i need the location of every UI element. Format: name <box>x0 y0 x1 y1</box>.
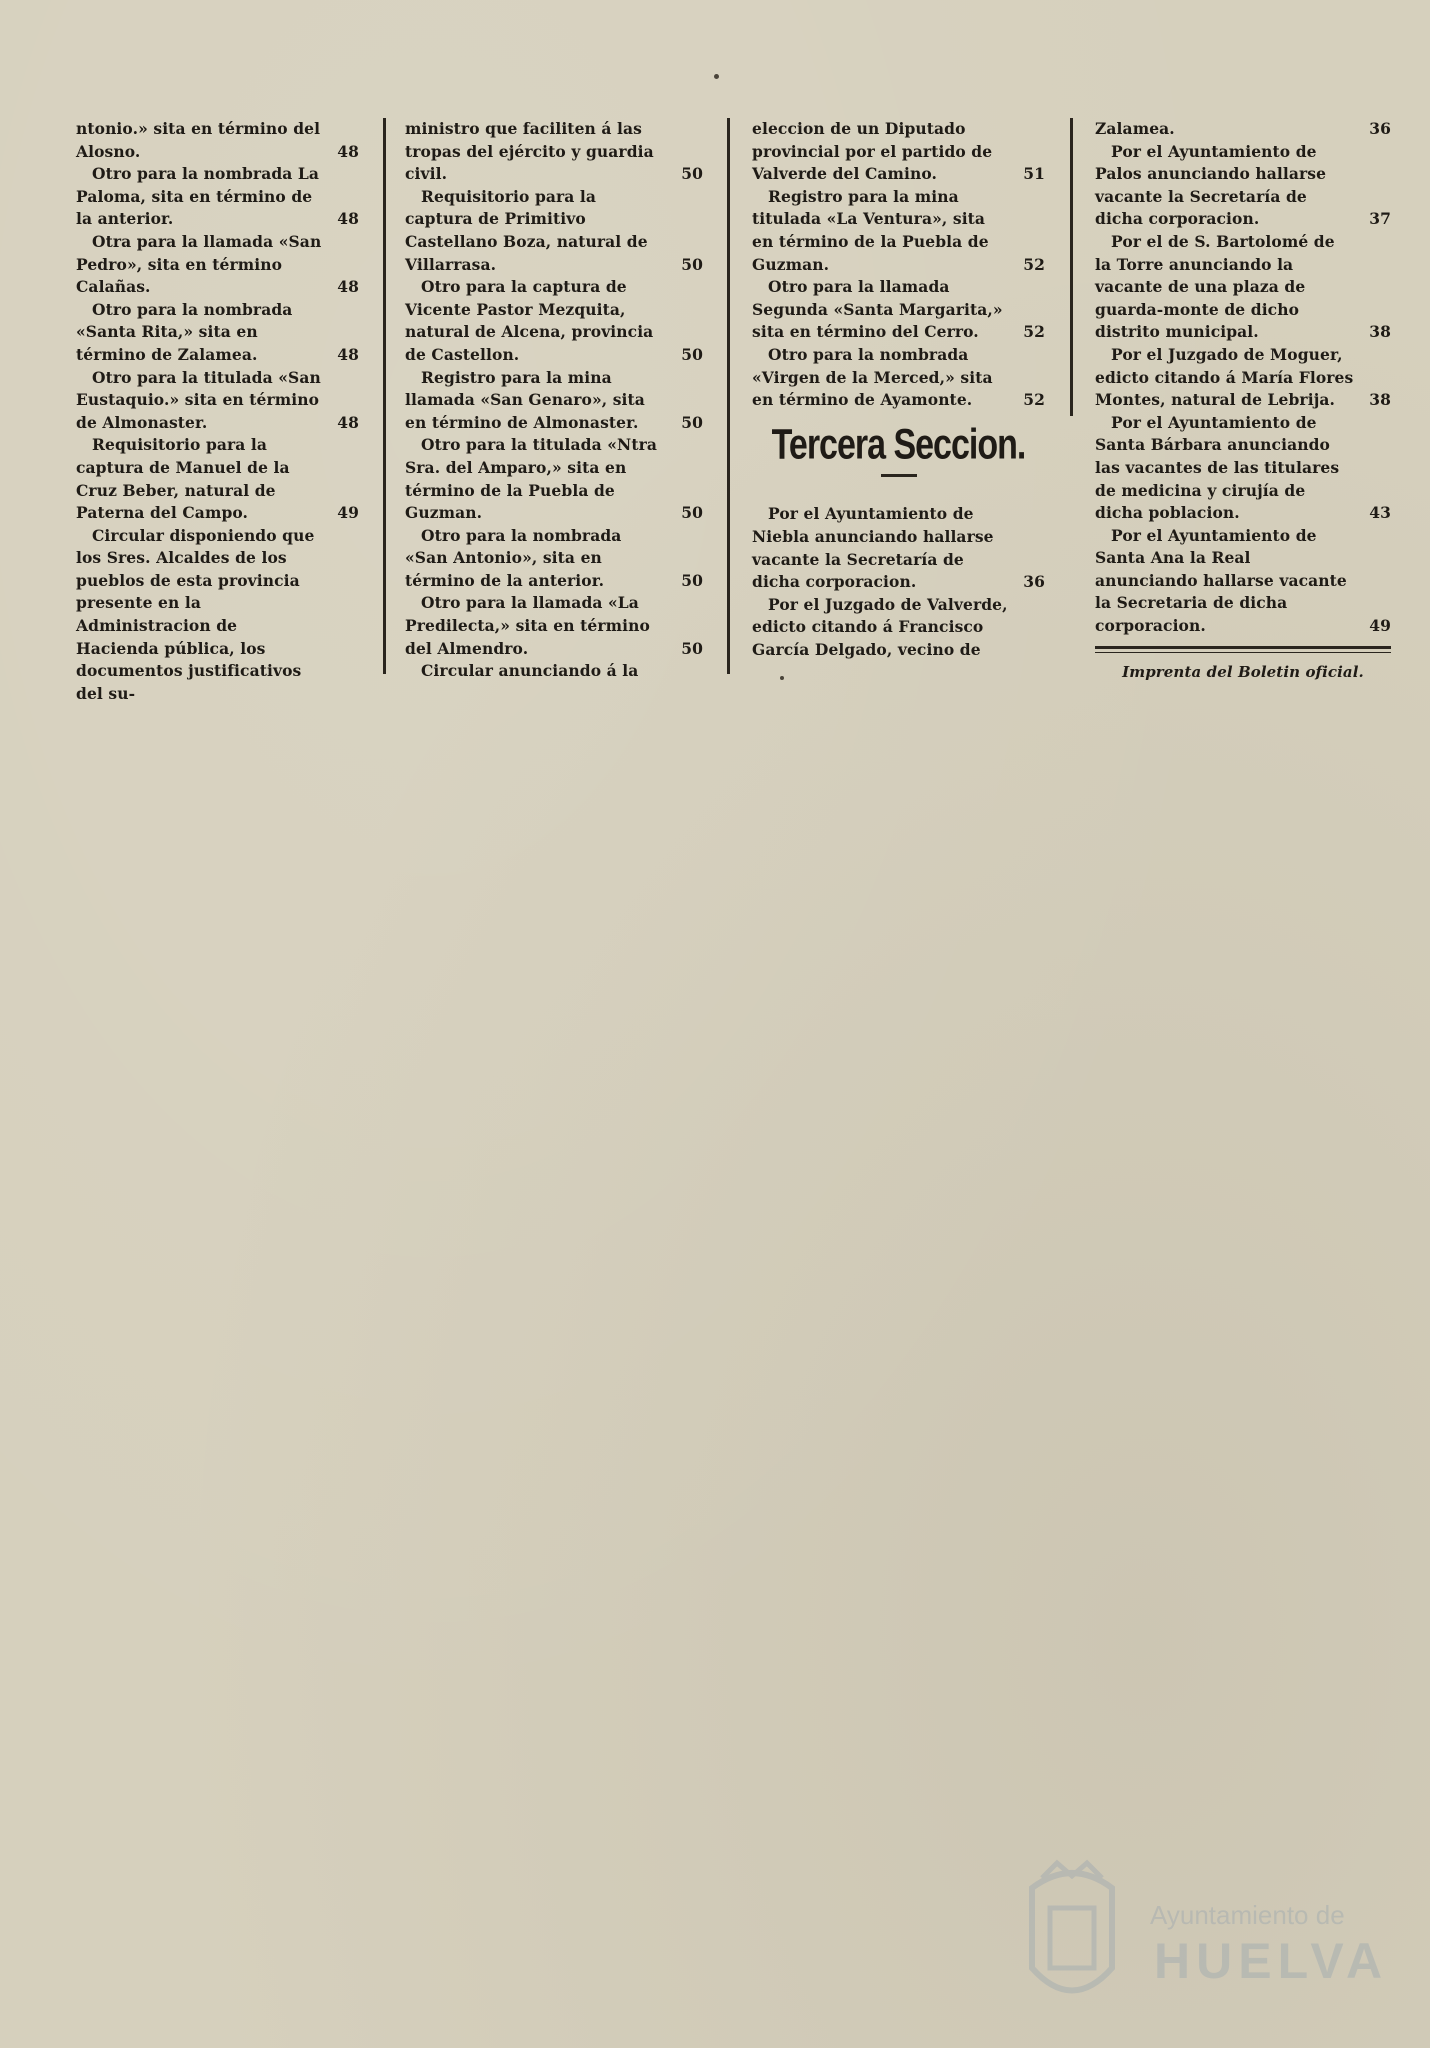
index-entry <box>76 367 359 435</box>
entry-text: eleccion de un Diputado provincial por el partido de Valverde del Camino. <box>752 119 993 184</box>
entry-text: Registro para la mina titulada «La Ventura», sita en término de la Puebla de Guzman. <box>752 186 989 274</box>
entry-text: Otro para la nombrada «Santa Rita,» sita en término de Zalamea. <box>76 299 293 364</box>
index-entry <box>1095 344 1391 412</box>
index-column-1 <box>76 118 359 705</box>
entry-text: Otro para la llamada «La Predilecta,» sita en término del Almendro. <box>405 593 650 658</box>
index-entry <box>405 592 703 660</box>
entry-page-number: 50 <box>681 254 703 274</box>
entry-text: ministro que faciliten á las tropas del ejército y guardia civil. <box>405 119 654 184</box>
index-entry <box>405 186 703 276</box>
entry-page-number: 52 <box>1023 254 1045 274</box>
index-entry <box>76 163 359 231</box>
entry-page-number: 52 <box>1023 390 1045 410</box>
entry-text: Circular anunciando á la <box>421 661 639 681</box>
entry-page-number: 48 <box>337 209 359 229</box>
entry-page-number: 43 <box>1369 503 1391 523</box>
entry-text: Por el Juzgado de Valverde, edicto citando á Francisco García Delgado, vecino de <box>752 594 1008 659</box>
index-entry <box>752 118 1045 186</box>
imprint-line: Imprenta del Boletin oficial. <box>1122 663 1364 682</box>
section-title: Tercera Seccion. <box>771 420 1026 469</box>
index-entry <box>1095 231 1391 344</box>
entry-page-number: 48 <box>337 277 359 297</box>
entry-text: Otro para la captura de Vicente Pastor Mezquita, natural de Alcena, provincia de Castellon. <box>405 277 654 364</box>
entry-text: Por el de S. Bartolomé de la Torre anunciando la vacante de una plaza de guarda-monte de dicho distrito municipal. <box>1095 231 1335 342</box>
column-divider <box>1070 118 1073 416</box>
index-entry <box>405 276 703 366</box>
entry-page-number: 50 <box>681 503 703 523</box>
entry-page-number: 49 <box>337 503 359 523</box>
entry-text: Por el Ayuntamiento de Niebla anunciando hallarse vacante la Secretaría de dicha corporacion. <box>752 504 994 592</box>
index-entry <box>752 594 1045 662</box>
index-entry <box>752 344 1045 412</box>
index-entry <box>405 118 703 186</box>
entry-page-number: 49 <box>1369 616 1391 636</box>
index-column-2 <box>405 118 703 683</box>
column-4-entries <box>1095 118 1391 638</box>
entry-text: Otro para la nombrada La Paloma, sita en término de la anterior. <box>76 164 320 229</box>
paper-speck <box>714 74 719 79</box>
entry-page-number: 37 <box>1369 209 1391 229</box>
entry-page-number: 51 <box>1023 164 1045 184</box>
entry-text: Otro para la titulada «San Eustaquio.» sita en término de Almonaster. <box>76 367 321 432</box>
entry-text: Circular disponiendo que los Sres. Alcaldes de los pueblos de esta provincia presente en la Administracion de Hacienda pública, los documentos justificativos del su- <box>76 525 315 703</box>
index-entry <box>405 525 703 593</box>
entry-text: Otro para la nombrada «Virgen de la Merced,» sita en término de Ayamonte. <box>752 344 993 410</box>
column-3-entries <box>752 118 1045 412</box>
index-entry <box>405 660 703 683</box>
entry-text: Requisitorio para la captura de Manuel de la Cruz Beber, natural de Paterna del Campo. <box>76 435 290 523</box>
section-divider <box>881 474 917 477</box>
entry-text: Otro para la titulada «Ntra Sra. del Amparo,» sita en término de la Puebla de Guzman. <box>405 435 657 523</box>
entry-text: Requisitorio para la captura de Primitivo Castellano Boza, natural de Villarrasa. <box>405 186 648 274</box>
index-entry <box>76 299 359 367</box>
column-divider <box>727 118 730 674</box>
index-entry <box>752 186 1045 276</box>
index-entry <box>76 118 359 163</box>
entry-text: Por el Ayuntamiento de Santa Bárbara anunciando las vacantes de las titulares de medicina y cirujía de dicha poblacion. <box>1095 412 1340 523</box>
watermark-line1: Ayuntamiento de <box>1150 1900 1345 1930</box>
entry-text: ntonio.» sita en término del Alosno. <box>76 119 321 161</box>
index-entry <box>76 231 359 299</box>
index-column-4 <box>1095 118 1391 684</box>
paper-speck <box>780 676 784 680</box>
index-column-3 <box>752 118 1045 661</box>
entry-page-number: 48 <box>337 344 359 364</box>
entry-page-number: 50 <box>681 412 703 432</box>
section-entries <box>752 503 1045 661</box>
index-entry <box>1095 412 1391 525</box>
entry-text: Zalamea. <box>1095 119 1175 138</box>
entry-page-number: 50 <box>681 570 703 590</box>
entry-page-number: 36 <box>1023 572 1045 592</box>
index-entry <box>405 367 703 435</box>
entry-page-number: 50 <box>681 638 703 658</box>
entry-text: Registro para la mina llamada «San Genaro», sita en término de Almonaster. <box>405 367 645 432</box>
entry-text: Por el Juzgado de Moguer, edicto citando á María Flores Montes, natural de Lebrija. <box>1095 344 1354 410</box>
entry-text: Otra para la llamada «San Pedro», sita en término Calañas. <box>76 231 322 297</box>
entry-page-number: 38 <box>1369 390 1391 410</box>
index-entry <box>76 434 359 524</box>
entry-page-number: 52 <box>1023 322 1045 342</box>
closing-rule-thin <box>1095 652 1391 654</box>
entry-text: Otro para la nombrada «San Antonio», sita en término de la anterior. <box>405 525 622 590</box>
index-entry <box>752 276 1045 344</box>
index-entry <box>1095 525 1391 638</box>
entry-text: Por el Ayuntamiento de Palos anunciando hallarse vacante la Secretaría de dicha corporacion. <box>1095 141 1327 229</box>
entry-text: Otro para la llamada Segunda «Santa Margarita,» sita en término del Cerro. <box>752 277 1003 342</box>
index-entry <box>405 434 703 524</box>
entry-page-number: 48 <box>337 412 359 432</box>
index-entry <box>752 503 1045 593</box>
column-divider <box>383 118 386 674</box>
closing-rule <box>1095 646 1391 649</box>
entry-page-number: 50 <box>681 164 703 184</box>
entry-page-number: 48 <box>337 141 359 161</box>
coat-of-arms-icon <box>1012 1848 1132 2018</box>
huelva-watermark <box>1012 1848 1389 2018</box>
entry-page-number: 50 <box>681 344 703 364</box>
entry-page-number: 36 <box>1369 119 1391 138</box>
index-entry <box>76 525 359 706</box>
entry-page-number: 38 <box>1369 322 1391 342</box>
watermark-line2: HUELVA <box>1154 1933 1389 1989</box>
index-entry <box>1095 118 1391 141</box>
index-entry <box>1095 141 1391 231</box>
entry-text: Por el Ayuntamiento de Santa Ana la Real anunciando hallarse vacante la Secretaria de dicha corporacion. <box>1095 525 1347 636</box>
